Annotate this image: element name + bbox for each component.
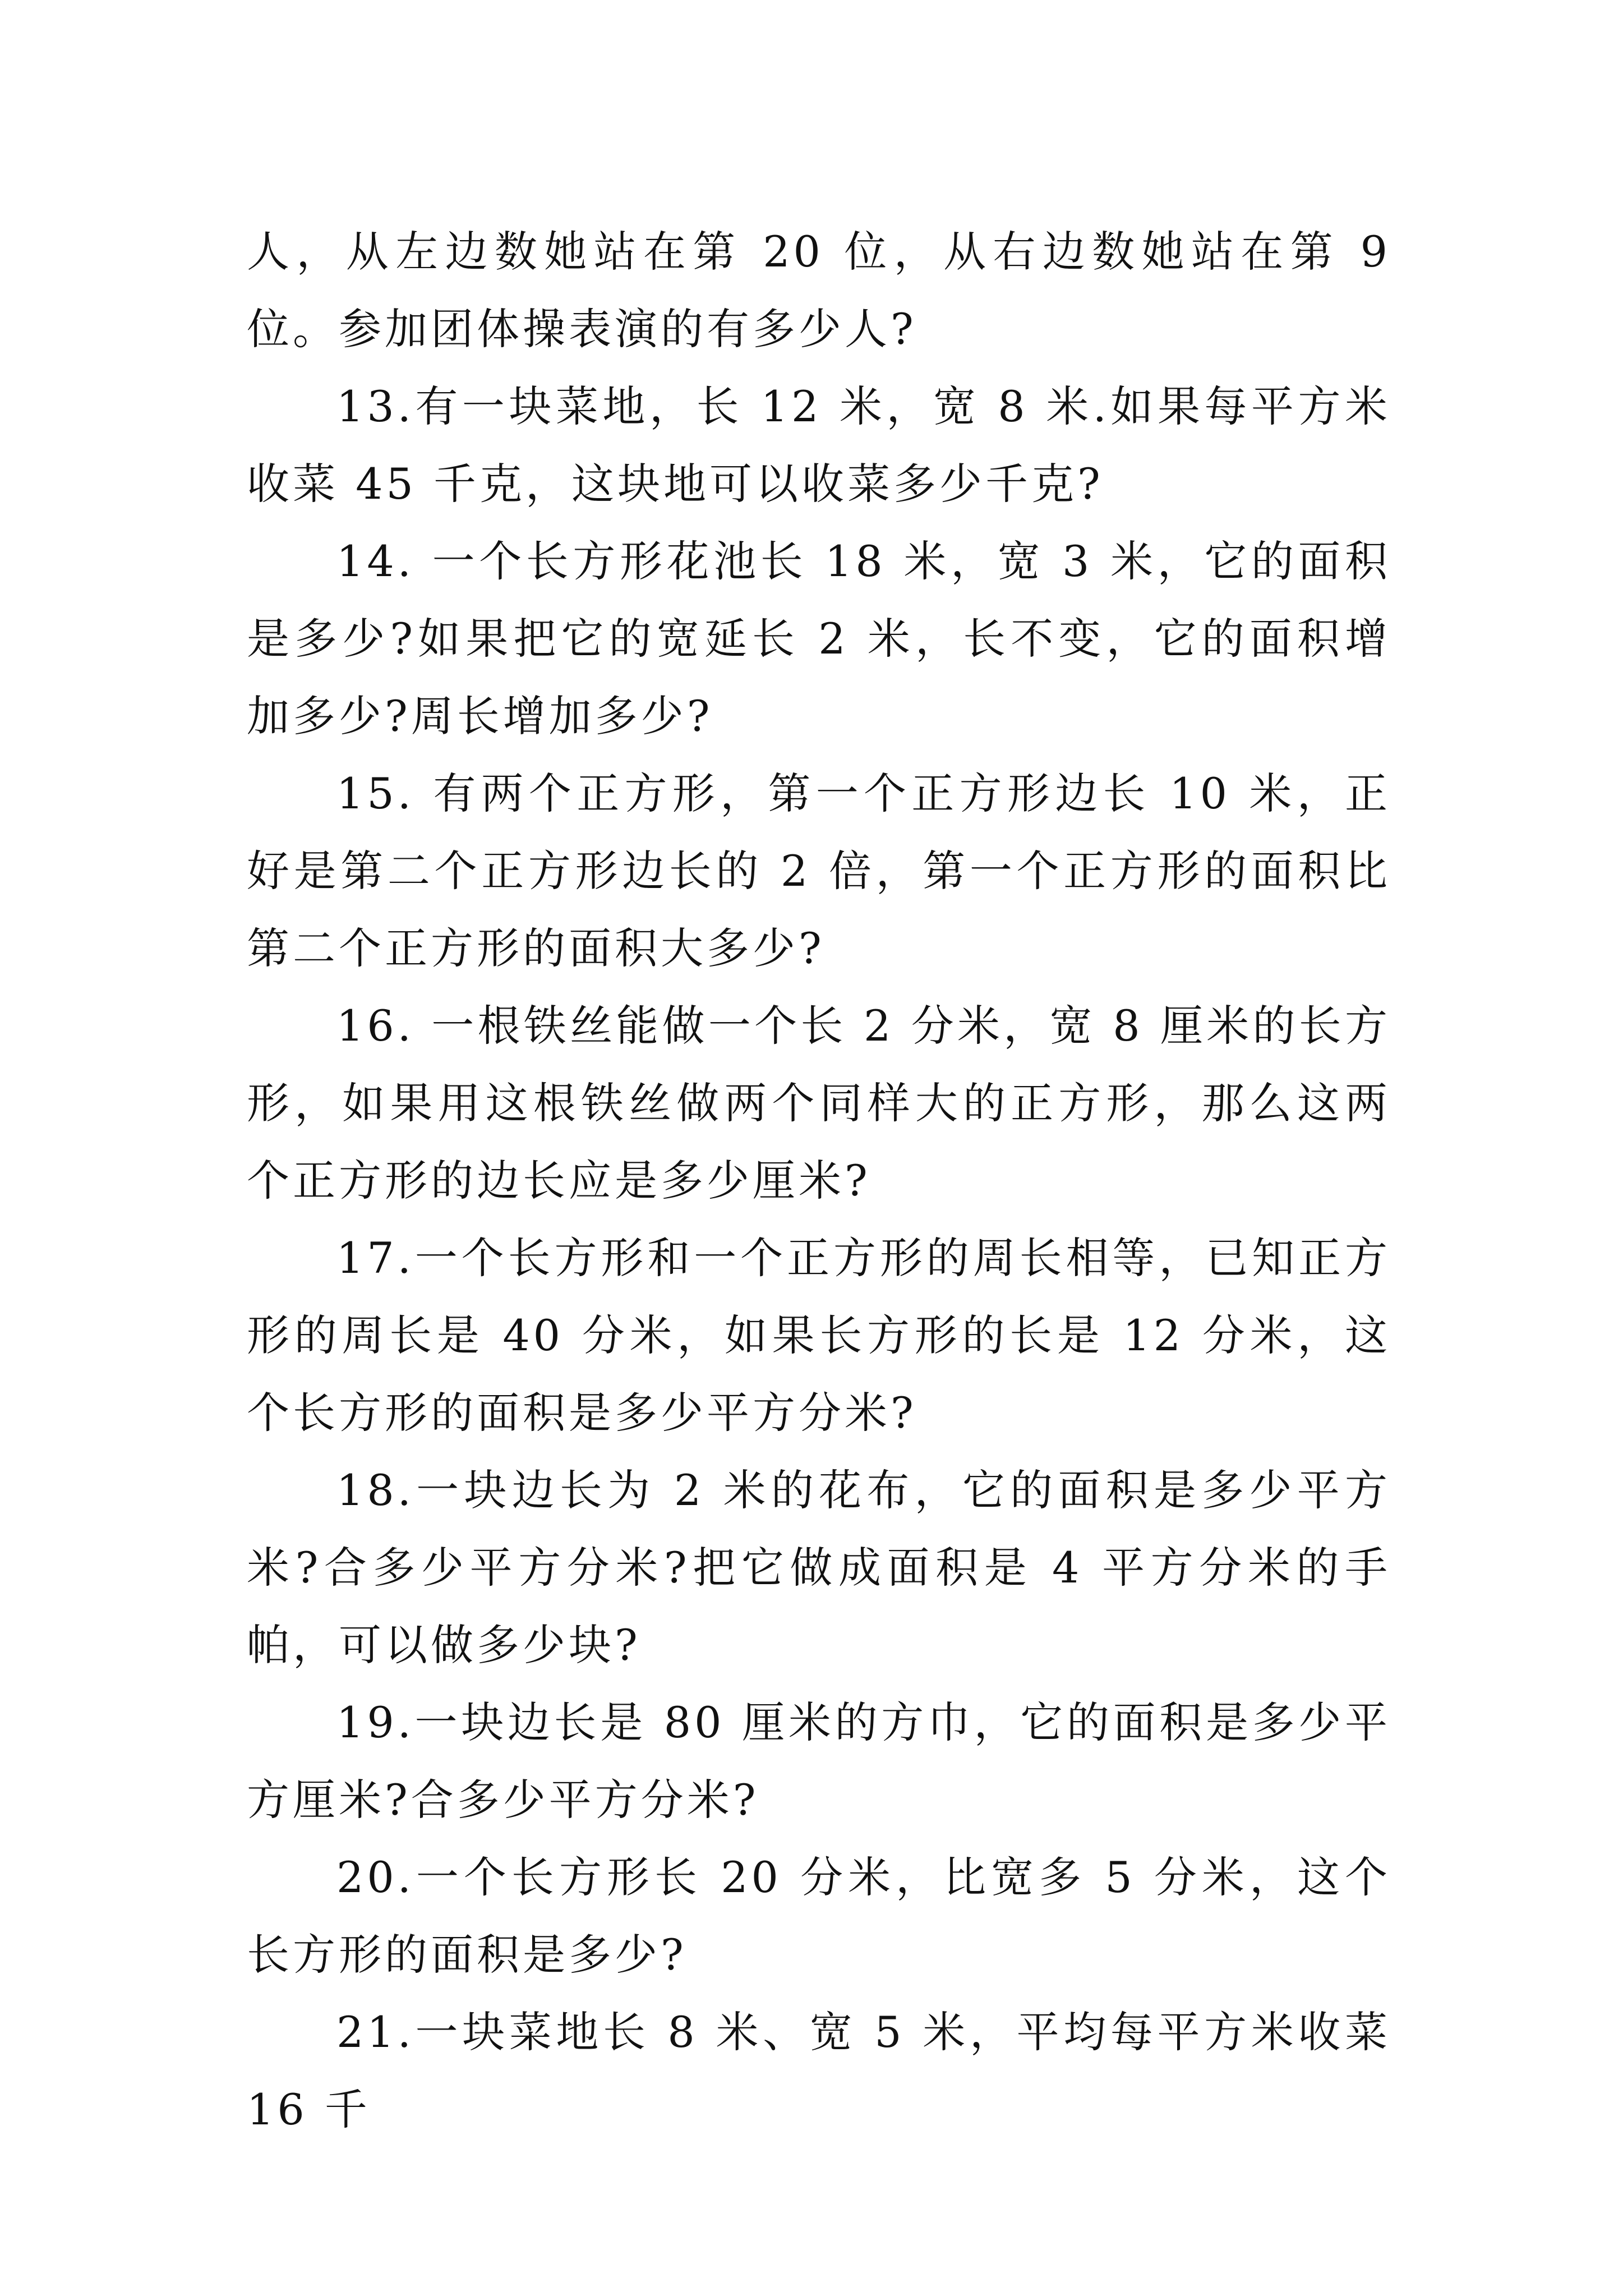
- problem-17: 17.一个长方形和一个正方形的周长相等，已知正方形的周长是 40 分米，如果长方形的长是 12 分米，这个长方形的面积是多少平方分米?: [247, 1233, 1391, 1438]
- problem-20: 20.一个长方形长 20 分米，比宽多 5 分米，这个长方形的面积是多少?: [247, 1852, 1391, 1980]
- problem-16: 16. 一根铁丝能做一个长 2 分米，宽 8 厘米的长方形，如果用这根铁丝做两个同样大的正方形，那么这两个正方形的边长应是多少厘米?: [247, 1001, 1391, 1205]
- problem-21: 21.一块菜地长 8 米、宽 5 米，平均每平方米收菜 16 千: [247, 2007, 1391, 2134]
- problem-13: 13.有一块菜地，长 12 米，宽 8 米.如果每平方米收菜 45 千克，这块地可以收菜多少千克?: [247, 381, 1391, 509]
- problem-15: 15. 有两个正方形，第一个正方形边长 10 米，正好是第二个正方形边长的 2 倍，第一个正方形的面积比第二个正方形的面积大多少?: [247, 769, 1391, 973]
- problem-12-continuation: 人，从左边数她站在第 20 位，从右边数她站在第 9 位。参加团体操表演的有多少人?: [247, 227, 1391, 354]
- problem-18: 18.一块边长为 2 米的花布，它的面积是多少平方米?合多少平方分米?把它做成面积是 4 平方分米的手帕，可以做多少块?: [247, 1465, 1391, 1670]
- problem-text-block: [247, 213, 1391, 2148]
- problem-14: 14. 一个长方形花池长 18 米，宽 3 米，它的面积是多少?如果把它的宽延长 2 米，长不变，它的面积增加多少?周长增加多少?: [247, 536, 1391, 741]
- problem-19: 19.一块边长是 80 厘米的方巾，它的面积是多少平方厘米?合多少平方分米?: [247, 1697, 1391, 1825]
